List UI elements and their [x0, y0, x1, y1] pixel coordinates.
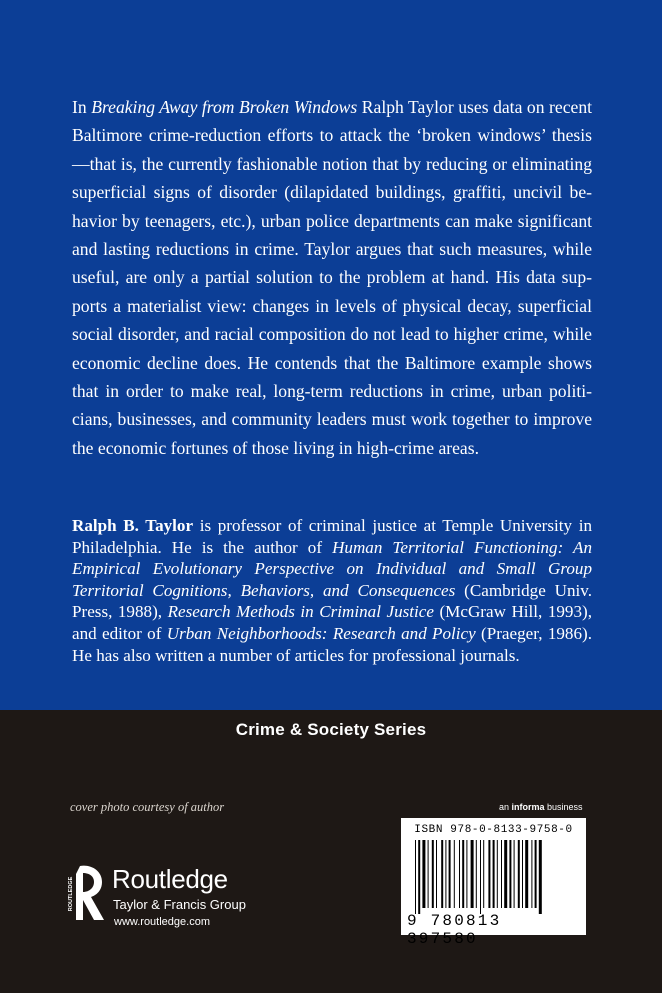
barcode-bar — [493, 840, 495, 908]
barcode-bar — [449, 840, 451, 908]
barcode-bars — [415, 840, 575, 914]
blurb-text: Ralph Taylor uses data on recent Baltimore crime-reduction efforts to attack the ‘broken windows’ thesis—that is, the currently fashionable notion that by reducing or eliminating superficial signs of disorder (dilapidated buildings, graffiti, uncivil be-havior by teenagers, etc.), urban police departments can make significant and lasting reductions in crime. Taylor argues that such measures, while useful, are only a partial solution to the problem at hand. His data sup-ports a materialist view: changes in levels of physical decay, superficial social disorder, and racial composition do not lead to higher crime, while economic decline does. He contends that the Baltimore example shows that in order to make real, long-term reductions in crime, urban politi-cians, businesses, and community leaders must work together to improve the economic fortunes of those living in high-crime areas. — [72, 97, 593, 458]
barcode-bar — [480, 840, 481, 914]
barcode-bar — [459, 840, 460, 908]
barcode-bar — [525, 840, 528, 908]
barcode-bar — [428, 840, 429, 908]
barcode-bar — [535, 840, 537, 908]
book-description — [72, 93, 592, 462]
blurb-intro: In — [72, 97, 92, 117]
informa-brand: informa — [511, 802, 545, 812]
series-title: Crime & Society Series — [235, 720, 427, 739]
publisher-group: Taylor & Francis Group — [113, 897, 246, 912]
barcode-bar — [415, 840, 416, 914]
logo-vertical-text: ROUTLEDGE — [68, 876, 74, 912]
barcode-bar — [497, 840, 498, 908]
barcode-bar — [441, 840, 443, 908]
barcode-bar — [531, 840, 532, 908]
barcode-bar — [483, 840, 484, 908]
barcode-bar — [445, 840, 446, 908]
barcode-bar — [454, 840, 455, 908]
barcode-bar — [418, 840, 420, 914]
bio-book-1: Human Territorial Functioning: An Empirical Evolutionary Perspective on Individual and Small Group Territorial Cognitions, Behaviors, and Consequences — [72, 537, 592, 600]
barcode-bar — [501, 840, 502, 908]
informa-suffix: business — [544, 802, 583, 812]
isbn-number: ISBN 978-0-8133-9758-0 — [414, 824, 573, 836]
routledge-logo-icon — [66, 860, 108, 924]
barcode-bar — [488, 840, 490, 908]
bio-text-3: (McGraw Hill, 1993), and editor of — [72, 602, 592, 643]
bio-text-2: (Cambridge Univ. Press, 1988), — [72, 580, 592, 622]
publisher-url: www.routledge.com — [114, 916, 210, 928]
barcode-bar — [436, 840, 437, 908]
barcode-bar — [514, 840, 515, 908]
isbn-barcode — [401, 818, 586, 948]
informa-prefix: an — [499, 802, 512, 812]
barcode-bar — [422, 840, 425, 908]
barcode-bar — [476, 840, 477, 908]
photo-credit: cover photo courtesy of author — [70, 800, 225, 814]
ean-digits: 9 780813 397580 — [407, 912, 502, 948]
barcode-bar — [466, 840, 467, 908]
bio-book-3: Urban Neighborhoods: Research and Policy — [166, 623, 476, 643]
author-name: Ralph B. Taylor — [72, 516, 194, 535]
barcode-bar — [509, 840, 511, 908]
barcode-bar — [522, 840, 523, 908]
barcode-bar — [432, 840, 434, 908]
barcode-bar — [504, 840, 507, 908]
informa-business-label — [499, 802, 583, 812]
bio-text-1: is professor of criminal justice at Temple University in Philadelphia. He is the author of — [72, 516, 592, 557]
barcode-bar — [471, 840, 474, 908]
bio-book-2: Research Methods in Criminal Justice — [167, 602, 434, 622]
barcode-bar — [462, 840, 464, 908]
author-bio — [72, 515, 592, 666]
barcode-bar — [518, 840, 520, 908]
bio-text-4: (Praeger, 1986). He has also written a number of articles for professional journals. — [72, 623, 592, 665]
publisher-name: Routledge — [112, 864, 228, 894]
blurb-book-title: Breaking Away from Broken Windows — [91, 97, 358, 117]
barcode-bar — [539, 840, 542, 914]
